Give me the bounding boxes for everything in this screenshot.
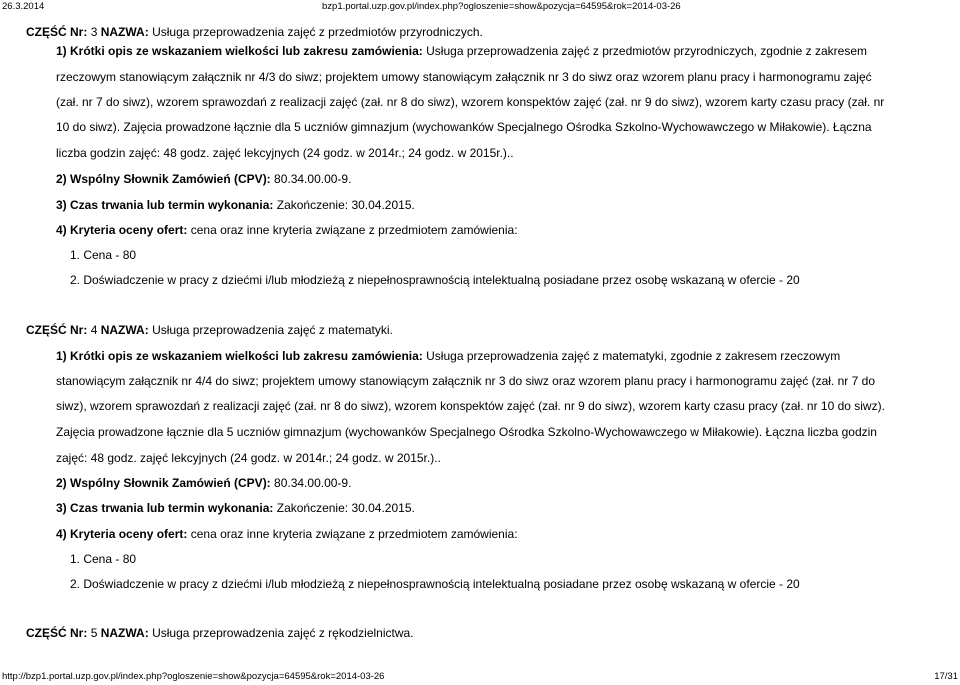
desc-text: Usługa przeprowadzenia zajęć z matematyki, zgodnie z zakresem rzeczowym [426, 349, 841, 363]
part3-desc-line-3: (zał. nr 7 do siwz), wzorem sprawozdań z realizacji zajęć (zał. nr 8 do siwz), wzorem konspektów zajęć (zał. nr 9 do siwz), wzorem karty czasu pracy (zał. nr [56, 95, 885, 109]
part4-desc-line-2: stanowiącym załącznik nr 4/4 do siwz; projektem umowy stanowiącym załącznik nr 3 do siwz oraz wzorem planu pracy i harmonogramu zajęć (zał. nr 7 do [56, 374, 875, 388]
part3-desc-line-5: liczba godzin zajęć: 48 godz. zajęć lekcyjnych (24 godz. w 2014r.; 24 godz. w 2015r.).. [56, 146, 514, 160]
part5-heading [26, 626, 414, 641]
part3-criteria [56, 223, 518, 238]
item2-label: 2) Wspólny Słownik Zamówień (CPV): [56, 476, 271, 490]
part4-desc-line-4: Zajęcia prowadzone łącznie dla 5 uczniów gimnazjum (wychowanków Specjalnego Ośrodka Szkolno-Wychowawczego w Miłakowie). Łączna liczba godzin [56, 425, 877, 439]
part3-cpv [56, 172, 351, 187]
part-prefix: CZĘŚĆ Nr: [26, 323, 88, 337]
part4-cpv [56, 476, 351, 491]
name-label: NAZWA: [100, 323, 149, 337]
name-label: NAZWA: [100, 626, 149, 640]
criteria-text: cena oraz inne kryteria związane z przedmiotem zamówienia: [190, 223, 518, 237]
part3-desc-line-2: rzeczowym stanowiącym załącznik nr 4/3 do siwz; projektem umowy stanowiącym załącznik nr 3 do siwz oraz wzorem planu pracy i harmonogramu zajęć [56, 70, 872, 84]
deadline-value: Zakończenie: 30.04.2015. [276, 501, 415, 515]
name-label: NAZWA: [100, 25, 149, 39]
part-prefix: CZĘŚĆ Nr: [26, 25, 88, 39]
part4-criteria [56, 527, 518, 542]
header-date: 26.3.2014 [2, 1, 45, 12]
item4-label: 4) Kryteria oceny ofert: [56, 527, 188, 541]
part4-criteria-item-2: 2. Doświadczenie w pracy z dziećmi i/lub młodzieżą z niepełnosprawnością intelektualną posiadane przez osobę wskazaną w ofercie - 20 [70, 577, 800, 591]
item3-label: 3) Czas trwania lub termin wykonania: [56, 501, 274, 515]
part-number: 4 [90, 323, 98, 337]
part3-desc-line-1 [56, 44, 867, 59]
item4-label: 4) Kryteria oceny ofert: [56, 223, 188, 237]
item1-label: 1) Krótki opis ze wskazaniem wielkości lub zakresu zamówienia: [56, 349, 423, 363]
part-number: 5 [90, 626, 98, 640]
part3-deadline [56, 198, 415, 213]
part4-desc-line-1 [56, 349, 840, 364]
cpv-code: 80.34.00.00-9. [274, 172, 352, 186]
part4-desc-line-5: zajęć: 48 godz. zajęć lekcyjnych (24 godz. w 2014r.; 24 godz. w 2015r.).. [56, 451, 441, 465]
part4-heading [26, 323, 393, 338]
part3-criteria-item-1: 1. Cena - 80 [70, 248, 137, 262]
part3-heading [26, 25, 483, 40]
part-prefix: CZĘŚĆ Nr: [26, 626, 88, 640]
part-name: Usługa przeprowadzenia zajęć z matematyki. [152, 323, 393, 337]
item2-label: 2) Wspólny Słownik Zamówień (CPV): [56, 172, 271, 186]
part-name: Usługa przeprowadzenia zajęć z przedmiotów przyrodniczych. [152, 25, 483, 39]
criteria-text: cena oraz inne kryteria związane z przedmiotem zamówienia: [190, 527, 518, 541]
part4-criteria-item-1: 1. Cena - 80 [70, 552, 137, 566]
header-url: bzp1.portal.uzp.gov.pl/index.php?ogloszenie=show&pozycja=64595&rok=2014-03-26 [322, 1, 681, 12]
desc-text: Usługa przeprowadzenia zajęć z przedmiotów przyrodniczych, zgodnie z zakresem [426, 44, 868, 58]
part3-criteria-item-2: 2. Doświadczenie w pracy z dziećmi i/lub młodzieżą z niepełnosprawnością intelektualną posiadane przez osobę wskazaną w ofercie - 20 [70, 273, 800, 287]
item3-label: 3) Czas trwania lub termin wykonania: [56, 198, 274, 212]
part4-desc-line-3: siwz), wzorem sprawozdań z realizacji zajęć (zał. nr 8 do siwz), wzorem konspektów zajęć (zał. nr 9 do siwz), wzorem karty czasu pracy (zał. nr 10 do siwz). [56, 399, 885, 413]
cpv-code: 80.34.00.00-9. [274, 476, 352, 490]
deadline-value: Zakończenie: 30.04.2015. [276, 198, 415, 212]
item1-label: 1) Krótki opis ze wskazaniem wielkości lub zakresu zamówienia: [56, 44, 423, 58]
footer-url: http://bzp1.portal.uzp.gov.pl/index.php?ogloszenie=show&pozycja=64595&rok=2014-03-26 [2, 671, 385, 682]
part3-desc-line-4: 10 do siwz). Zajęcia prowadzone łącznie dla 5 uczniów gimnazjum (wychowanków Specjalnego Ośrodka Szkolno-Wychowawczego w Miłakowie). Łączna [56, 120, 872, 134]
page-number: 17/31 [934, 671, 958, 682]
part4-deadline [56, 501, 415, 516]
part-name: Usługa przeprowadzenia zajęć z rękodzielnictwa. [152, 626, 414, 640]
part-number: 3 [90, 25, 98, 39]
